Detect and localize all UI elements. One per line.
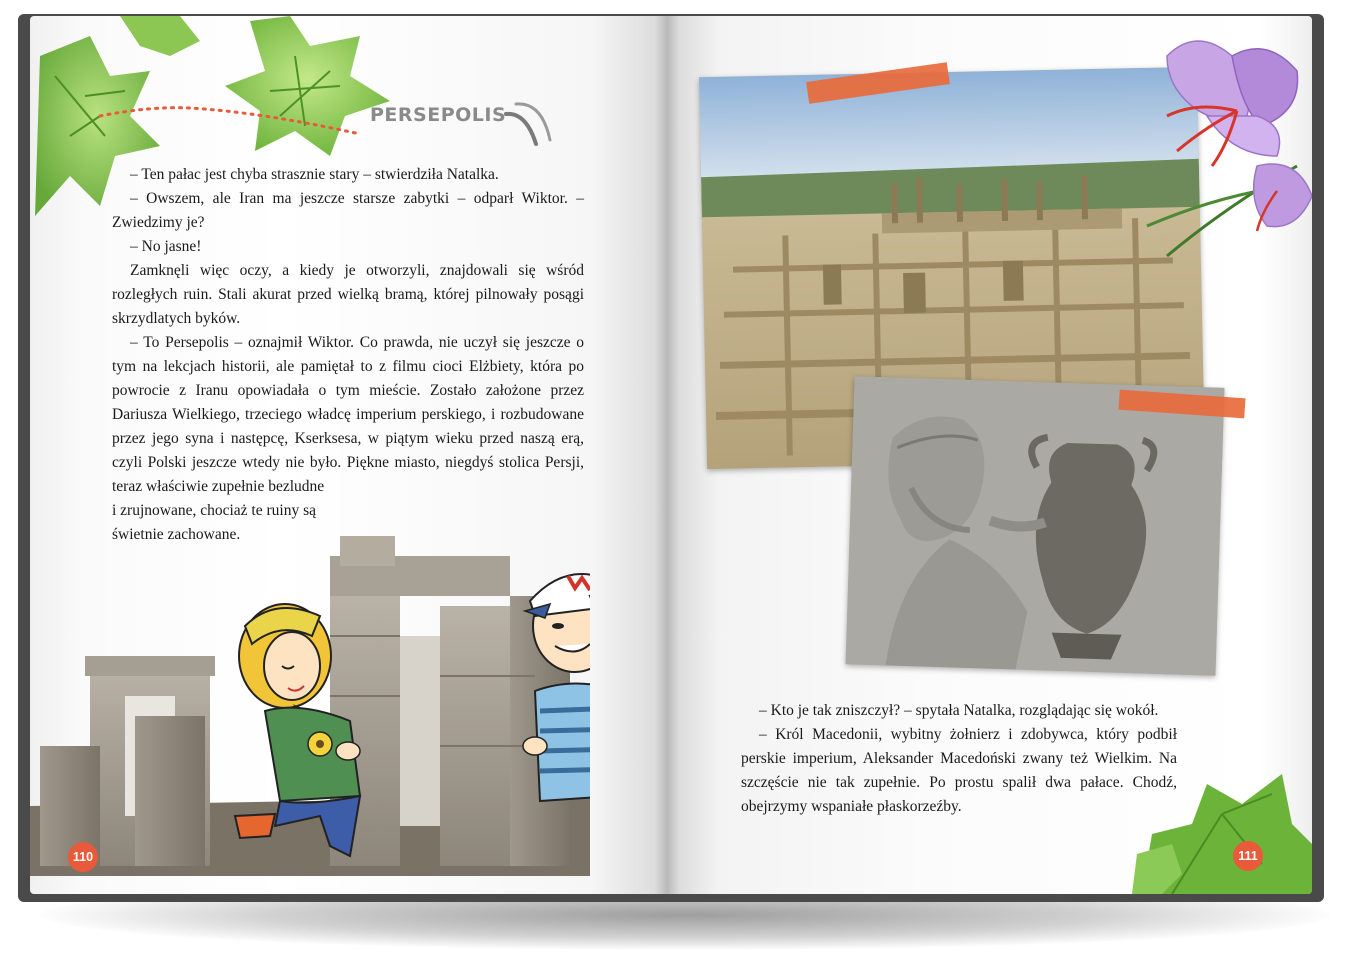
left-page [30, 16, 667, 894]
right-page-text [741, 699, 1177, 819]
paragraph: – Kto je tak zniszczył? – spytała Natalka, rozglądając się wokół. [759, 702, 1159, 719]
left-page-text [112, 163, 584, 547]
relief-photo-image [846, 376, 1225, 675]
relief-sculpture-photo [846, 376, 1225, 675]
paragraph: – Król Macedonii, wybitny żołnierz i zdobywca, który podbił perskie imperium, Aleksander Macedoński zwany też Wielkim. Na szczęście nie tak zupełnie. Po prostu spalił dwa pałace. Chodź, obejrzymy wspaniałe płaskorzeźby. [741, 726, 1177, 815]
ruins-illustration [30, 516, 590, 876]
page-number-right: 111 [1233, 841, 1263, 871]
grape-leaf-icon [1132, 744, 1312, 894]
paragraph: Zamknęli więc oczy, a kiedy je otworzyli, znajdowali się wśród rozległych ruin. Stali akurat przed wielką bramą, której pilnowały posągi skrzydlatych byków. [112, 262, 584, 327]
paragraph: – Ten pałac jest chyba strasznie stary – stwierdziła Natalka. [130, 166, 499, 183]
chapter-title: PERSEPOLIS [370, 104, 507, 126]
book-spine [655, 16, 679, 894]
page-number-left: 110 [68, 842, 98, 872]
right-page [667, 16, 1312, 894]
paragraph: – To Persepolis – oznajmił Wiktor. Co prawda, nie uczył się jeszcze o tym na lekcjach historii, ale pamiętał to z filmu cioci Elżbiety, która po powrocie z Iranu opowiadała o tym mieście. Zostało założone przez Dariusza Wielkiego, trzeciego władcę imperium perskiego, i rozbudowane przez jego syna i następcę, Kserksesa, w piątym wieku przed naszą erą, czyli Polski jeszcze wtedy nie było. Piękne miasto, niegdyś stolica Persji, teraz właściwie zupełnie bezludne [112, 334, 584, 495]
paragraph: – Owszem, ale Iran ma jeszcze starsze zabytki – odparł Wiktor. – Zwiedzimy je? [112, 190, 584, 231]
saffron-flower-icon [1137, 16, 1312, 276]
paragraph: i zrujnowane, chociaż te ruiny są świetnie zachowane. [112, 502, 316, 543]
paragraph: – No jasne! [130, 238, 202, 255]
title-swoosh-icon [498, 94, 558, 154]
